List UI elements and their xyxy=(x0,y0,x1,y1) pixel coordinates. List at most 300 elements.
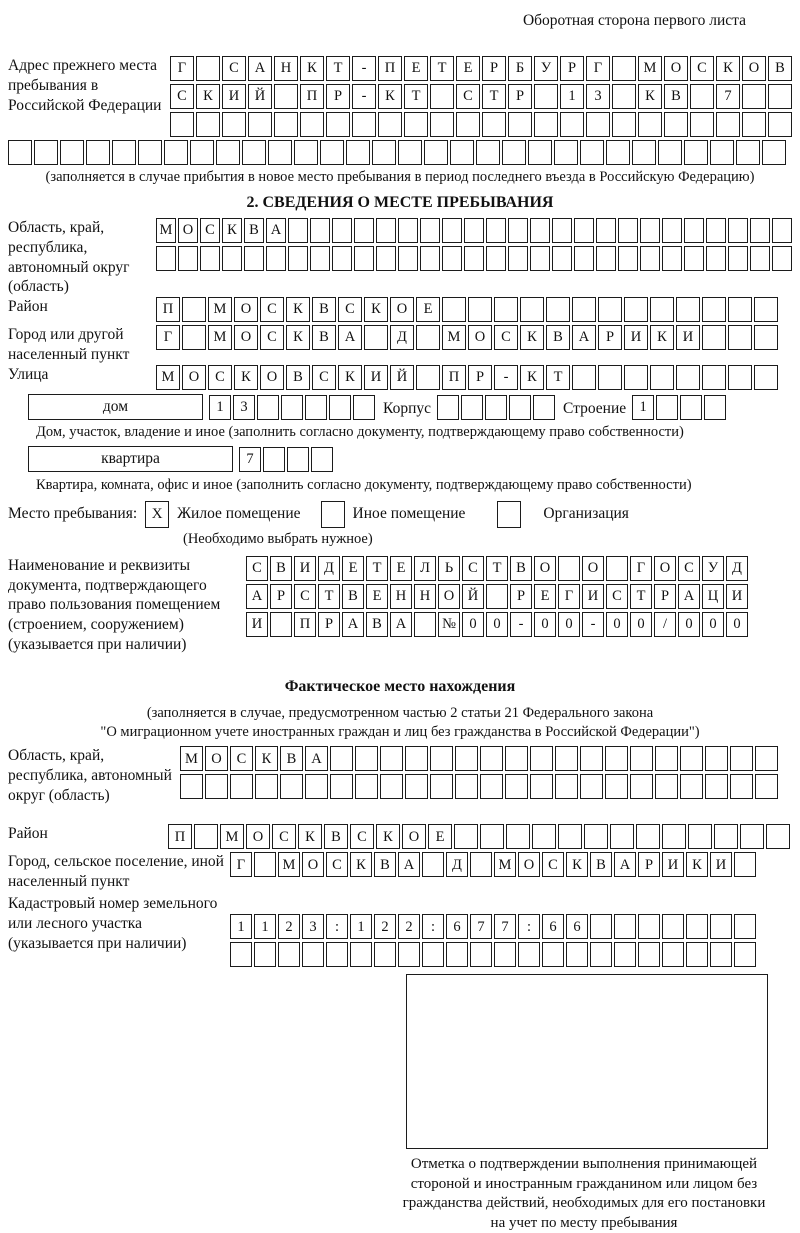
char-cell[interactable]: 1 xyxy=(350,914,372,939)
char-cell[interactable] xyxy=(454,824,478,849)
char-cell[interactable]: В xyxy=(546,325,570,350)
char-cell[interactable]: В xyxy=(312,325,336,350)
char-cell[interactable]: О xyxy=(205,746,228,771)
char-cell[interactable] xyxy=(640,218,660,243)
char-cell[interactable] xyxy=(8,140,32,165)
char-cell[interactable]: В xyxy=(366,612,388,637)
char-cell[interactable] xyxy=(705,746,728,771)
char-cell[interactable] xyxy=(60,140,84,165)
char-cell[interactable] xyxy=(534,112,558,137)
char-cell[interactable] xyxy=(624,297,648,322)
char-cell[interactable]: В xyxy=(312,297,336,322)
char-cell[interactable]: - xyxy=(352,84,376,109)
char-cell[interactable]: 0 xyxy=(726,612,748,637)
char-cell[interactable] xyxy=(558,556,580,581)
char-cell[interactable]: А xyxy=(390,612,412,637)
char-cell[interactable] xyxy=(702,325,726,350)
char-cell[interactable]: А xyxy=(678,584,700,609)
char-cell[interactable]: К xyxy=(566,852,588,877)
char-cell[interactable]: М xyxy=(156,365,180,390)
char-cell[interactable] xyxy=(638,942,660,967)
char-cell[interactable] xyxy=(590,942,612,967)
char-cell[interactable]: Д xyxy=(726,556,748,581)
char-cell[interactable] xyxy=(734,942,756,967)
char-cell[interactable] xyxy=(305,395,327,420)
char-cell[interactable] xyxy=(422,942,444,967)
char-cell[interactable] xyxy=(280,774,303,799)
char-cell[interactable]: Д xyxy=(446,852,468,877)
char-cell[interactable] xyxy=(755,774,778,799)
char-cell[interactable] xyxy=(274,112,298,137)
char-cell[interactable] xyxy=(332,246,352,271)
char-cell[interactable]: - xyxy=(510,612,532,637)
char-cell[interactable]: № xyxy=(438,612,460,637)
char-cell[interactable] xyxy=(710,914,732,939)
char-cell[interactable] xyxy=(274,84,298,109)
char-cell[interactable]: В xyxy=(286,365,310,390)
char-cell[interactable]: С xyxy=(494,325,518,350)
char-cell[interactable] xyxy=(257,395,279,420)
char-cell[interactable] xyxy=(310,246,330,271)
char-cell[interactable]: Т xyxy=(546,365,570,390)
stay-type-checkbox-org[interactable] xyxy=(497,501,521,528)
char-cell[interactable] xyxy=(736,140,760,165)
char-cell[interactable] xyxy=(329,395,351,420)
char-cell[interactable] xyxy=(505,774,528,799)
char-cell[interactable] xyxy=(350,942,372,967)
char-cell[interactable] xyxy=(414,612,436,637)
char-cell[interactable] xyxy=(398,218,418,243)
char-cell[interactable]: М xyxy=(278,852,300,877)
char-cell[interactable]: Е xyxy=(404,56,428,81)
char-cell[interactable] xyxy=(326,112,350,137)
char-cell[interactable]: У xyxy=(534,56,558,81)
char-cell[interactable]: О xyxy=(302,852,324,877)
char-cell[interactable] xyxy=(182,325,206,350)
char-cell[interactable]: И xyxy=(710,852,732,877)
char-cell[interactable]: Г xyxy=(630,556,652,581)
char-cell[interactable]: О xyxy=(260,365,284,390)
char-cell[interactable] xyxy=(300,112,324,137)
char-cell[interactable] xyxy=(614,942,636,967)
char-cell[interactable] xyxy=(728,365,752,390)
char-cell[interactable]: К xyxy=(520,325,544,350)
char-cell[interactable] xyxy=(606,140,630,165)
char-cell[interactable] xyxy=(686,914,708,939)
char-cell[interactable] xyxy=(287,447,309,472)
char-cell[interactable]: 2 xyxy=(374,914,396,939)
char-cell[interactable]: - xyxy=(582,612,604,637)
char-cell[interactable] xyxy=(376,246,396,271)
char-cell[interactable] xyxy=(598,365,622,390)
char-cell[interactable]: М xyxy=(638,56,662,81)
char-cell[interactable]: Р xyxy=(654,584,676,609)
char-cell[interactable]: А xyxy=(305,746,328,771)
char-cell[interactable] xyxy=(398,942,420,967)
char-cell[interactable] xyxy=(442,218,462,243)
char-cell[interactable] xyxy=(596,246,616,271)
char-cell[interactable] xyxy=(706,246,726,271)
char-cell[interactable] xyxy=(624,365,648,390)
char-cell[interactable] xyxy=(714,824,738,849)
char-cell[interactable]: С xyxy=(542,852,564,877)
char-cell[interactable] xyxy=(662,218,682,243)
char-cell[interactable] xyxy=(346,140,370,165)
char-cell[interactable]: С xyxy=(678,556,700,581)
char-cell[interactable]: 1 xyxy=(230,914,252,939)
char-cell[interactable]: М xyxy=(220,824,244,849)
char-cell[interactable] xyxy=(509,395,531,420)
char-cell[interactable] xyxy=(650,297,674,322)
char-cell[interactable] xyxy=(482,112,506,137)
char-cell[interactable]: Н xyxy=(390,584,412,609)
char-cell[interactable] xyxy=(332,218,352,243)
char-cell[interactable] xyxy=(430,84,454,109)
char-cell[interactable] xyxy=(442,246,462,271)
char-cell[interactable]: А xyxy=(338,325,362,350)
char-cell[interactable] xyxy=(480,774,503,799)
char-cell[interactable] xyxy=(230,942,252,967)
char-cell[interactable] xyxy=(200,246,220,271)
char-cell[interactable] xyxy=(520,297,544,322)
char-cell[interactable] xyxy=(437,395,459,420)
char-cell[interactable] xyxy=(180,774,203,799)
char-cell[interactable]: 0 xyxy=(534,612,556,637)
char-cell[interactable] xyxy=(618,246,638,271)
char-cell[interactable]: Р xyxy=(270,584,292,609)
char-cell[interactable]: 1 xyxy=(209,395,231,420)
char-cell[interactable] xyxy=(742,84,766,109)
char-cell[interactable] xyxy=(702,365,726,390)
char-cell[interactable]: 7 xyxy=(716,84,740,109)
char-cell[interactable]: Д xyxy=(390,325,414,350)
char-cell[interactable]: С xyxy=(208,365,232,390)
char-cell[interactable]: О xyxy=(390,297,414,322)
char-cell[interactable]: В xyxy=(768,56,792,81)
char-cell[interactable]: В xyxy=(510,556,532,581)
char-cell[interactable] xyxy=(404,112,428,137)
char-cell[interactable] xyxy=(464,218,484,243)
char-cell[interactable]: В xyxy=(374,852,396,877)
char-cell[interactable] xyxy=(566,942,588,967)
char-cell[interactable] xyxy=(590,914,612,939)
char-cell[interactable] xyxy=(442,297,466,322)
char-cell[interactable] xyxy=(263,447,285,472)
char-cell[interactable]: Г xyxy=(156,325,180,350)
char-cell[interactable]: С xyxy=(606,584,628,609)
char-cell[interactable] xyxy=(486,584,508,609)
char-cell[interactable]: П xyxy=(294,612,316,637)
char-cell[interactable]: В xyxy=(280,746,303,771)
char-cell[interactable]: У xyxy=(702,556,724,581)
char-cell[interactable]: К xyxy=(234,365,258,390)
char-cell[interactable] xyxy=(156,246,176,271)
char-cell[interactable] xyxy=(355,746,378,771)
char-cell[interactable]: П xyxy=(168,824,192,849)
char-cell[interactable] xyxy=(584,824,608,849)
char-cell[interactable]: Р xyxy=(468,365,492,390)
char-cell[interactable] xyxy=(684,218,704,243)
char-cell[interactable]: 6 xyxy=(446,914,468,939)
char-cell[interactable] xyxy=(505,746,528,771)
char-cell[interactable]: Й xyxy=(390,365,414,390)
char-cell[interactable]: Т xyxy=(430,56,454,81)
char-cell[interactable]: В xyxy=(324,824,348,849)
char-cell[interactable]: Ь xyxy=(438,556,460,581)
char-cell[interactable]: И xyxy=(582,584,604,609)
char-cell[interactable] xyxy=(716,112,740,137)
char-cell[interactable] xyxy=(632,140,656,165)
char-cell[interactable]: С xyxy=(170,84,194,109)
char-cell[interactable] xyxy=(676,365,700,390)
char-cell[interactable] xyxy=(196,56,220,81)
char-cell[interactable]: И xyxy=(662,852,684,877)
char-cell[interactable] xyxy=(530,774,553,799)
char-cell[interactable] xyxy=(354,246,374,271)
char-cell[interactable] xyxy=(554,140,578,165)
char-cell[interactable] xyxy=(416,325,440,350)
char-cell[interactable] xyxy=(680,746,703,771)
char-cell[interactable] xyxy=(705,774,728,799)
char-cell[interactable]: Р xyxy=(482,56,506,81)
char-cell[interactable] xyxy=(655,746,678,771)
char-cell[interactable] xyxy=(372,140,396,165)
char-cell[interactable] xyxy=(205,774,228,799)
char-cell[interactable] xyxy=(476,140,500,165)
stay-type-checkbox-zhiloe[interactable]: X xyxy=(145,501,169,528)
char-cell[interactable] xyxy=(216,140,240,165)
char-cell[interactable] xyxy=(728,246,748,271)
char-cell[interactable]: 3 xyxy=(586,84,610,109)
char-cell[interactable] xyxy=(355,774,378,799)
char-cell[interactable] xyxy=(182,297,206,322)
char-cell[interactable] xyxy=(486,218,506,243)
char-cell[interactable] xyxy=(662,942,684,967)
char-cell[interactable]: С xyxy=(260,325,284,350)
char-cell[interactable] xyxy=(772,246,792,271)
char-cell[interactable] xyxy=(354,218,374,243)
char-cell[interactable] xyxy=(398,246,418,271)
char-cell[interactable] xyxy=(534,84,558,109)
char-cell[interactable] xyxy=(502,140,526,165)
char-cell[interactable] xyxy=(655,774,678,799)
char-cell[interactable] xyxy=(580,746,603,771)
char-cell[interactable] xyxy=(320,140,344,165)
char-cell[interactable] xyxy=(754,365,778,390)
char-cell[interactable]: 0 xyxy=(702,612,724,637)
char-cell[interactable]: 0 xyxy=(486,612,508,637)
char-cell[interactable] xyxy=(618,218,638,243)
char-cell[interactable]: Й xyxy=(462,584,484,609)
char-cell[interactable] xyxy=(555,774,578,799)
char-cell[interactable] xyxy=(610,824,634,849)
char-cell[interactable]: 7 xyxy=(494,914,516,939)
char-cell[interactable]: 0 xyxy=(606,612,628,637)
char-cell[interactable]: 2 xyxy=(278,914,300,939)
char-cell[interactable]: 6 xyxy=(542,914,564,939)
char-cell[interactable]: И xyxy=(624,325,648,350)
char-cell[interactable] xyxy=(470,852,492,877)
char-cell[interactable] xyxy=(656,395,678,420)
char-cell[interactable] xyxy=(416,365,440,390)
char-cell[interactable]: К xyxy=(650,325,674,350)
char-cell[interactable]: С xyxy=(200,218,220,243)
char-cell[interactable] xyxy=(461,395,483,420)
char-cell[interactable]: П xyxy=(442,365,466,390)
char-cell[interactable]: 1 xyxy=(560,84,584,109)
char-cell[interactable]: Г xyxy=(586,56,610,81)
char-cell[interactable]: О xyxy=(534,556,556,581)
char-cell[interactable]: Т xyxy=(482,84,506,109)
char-cell[interactable]: Н xyxy=(414,584,436,609)
char-cell[interactable]: В xyxy=(244,218,264,243)
char-cell[interactable]: К xyxy=(686,852,708,877)
char-cell[interactable]: Е xyxy=(390,556,412,581)
char-cell[interactable] xyxy=(580,774,603,799)
char-cell[interactable] xyxy=(684,246,704,271)
char-cell[interactable]: О xyxy=(234,297,258,322)
char-cell[interactable] xyxy=(518,942,540,967)
char-cell[interactable]: О xyxy=(234,325,258,350)
char-cell[interactable] xyxy=(242,140,266,165)
char-cell[interactable] xyxy=(420,218,440,243)
char-cell[interactable] xyxy=(612,56,636,81)
char-cell[interactable] xyxy=(530,246,550,271)
char-cell[interactable] xyxy=(572,297,596,322)
char-cell[interactable]: Р xyxy=(508,84,532,109)
char-cell[interactable] xyxy=(638,112,662,137)
char-cell[interactable]: Р xyxy=(638,852,660,877)
char-cell[interactable] xyxy=(704,395,726,420)
char-cell[interactable]: И xyxy=(246,612,268,637)
char-cell[interactable]: О xyxy=(246,824,270,849)
char-cell[interactable] xyxy=(485,395,507,420)
char-cell[interactable]: М xyxy=(208,325,232,350)
char-cell[interactable]: И xyxy=(364,365,388,390)
char-cell[interactable]: Ц xyxy=(702,584,724,609)
char-cell[interactable] xyxy=(455,774,478,799)
char-cell[interactable] xyxy=(430,112,454,137)
char-cell[interactable]: Т xyxy=(326,56,350,81)
char-cell[interactable] xyxy=(690,112,714,137)
char-cell[interactable] xyxy=(138,140,162,165)
char-cell[interactable]: С xyxy=(230,746,253,771)
char-cell[interactable]: : xyxy=(422,914,444,939)
char-cell[interactable]: О xyxy=(582,556,604,581)
char-cell[interactable] xyxy=(268,140,292,165)
char-cell[interactable] xyxy=(86,140,110,165)
char-cell[interactable] xyxy=(662,914,684,939)
char-cell[interactable] xyxy=(380,746,403,771)
char-cell[interactable]: Т xyxy=(366,556,388,581)
char-cell[interactable]: Т xyxy=(404,84,428,109)
char-cell[interactable]: 7 xyxy=(239,447,261,472)
char-cell[interactable]: Е xyxy=(428,824,452,849)
char-cell[interactable]: Р xyxy=(598,325,622,350)
char-cell[interactable] xyxy=(278,942,300,967)
char-cell[interactable] xyxy=(530,746,553,771)
char-cell[interactable]: 7 xyxy=(470,914,492,939)
char-cell[interactable]: А xyxy=(398,852,420,877)
char-cell[interactable] xyxy=(424,140,448,165)
char-cell[interactable] xyxy=(178,246,198,271)
char-cell[interactable]: Р xyxy=(510,584,532,609)
char-cell[interactable]: Т xyxy=(318,584,340,609)
char-cell[interactable]: К xyxy=(364,297,388,322)
char-cell[interactable] xyxy=(612,112,636,137)
char-cell[interactable] xyxy=(630,774,653,799)
char-cell[interactable]: А xyxy=(342,612,364,637)
char-cell[interactable]: М xyxy=(180,746,203,771)
char-cell[interactable] xyxy=(728,297,752,322)
char-cell[interactable] xyxy=(574,246,594,271)
char-cell[interactable]: Р xyxy=(326,84,350,109)
char-cell[interactable] xyxy=(222,246,242,271)
char-cell[interactable] xyxy=(734,852,756,877)
char-cell[interactable] xyxy=(254,942,276,967)
char-cell[interactable]: С xyxy=(222,56,246,81)
char-cell[interactable] xyxy=(288,218,308,243)
char-cell[interactable]: К xyxy=(255,746,278,771)
char-cell[interactable] xyxy=(754,325,778,350)
char-cell[interactable] xyxy=(662,246,682,271)
char-cell[interactable] xyxy=(164,140,188,165)
char-cell[interactable] xyxy=(530,218,550,243)
char-cell[interactable]: Г xyxy=(558,584,580,609)
char-cell[interactable]: К xyxy=(376,824,400,849)
char-cell[interactable] xyxy=(734,914,756,939)
char-cell[interactable] xyxy=(352,112,376,137)
char-cell[interactable] xyxy=(270,612,292,637)
char-cell[interactable] xyxy=(580,140,604,165)
char-cell[interactable] xyxy=(450,140,474,165)
char-cell[interactable] xyxy=(378,112,402,137)
char-cell[interactable]: К xyxy=(222,218,242,243)
char-cell[interactable] xyxy=(650,365,674,390)
char-cell[interactable]: К xyxy=(300,56,324,81)
char-cell[interactable] xyxy=(686,942,708,967)
char-cell[interactable]: Т xyxy=(486,556,508,581)
char-cell[interactable]: Т xyxy=(630,584,652,609)
char-cell[interactable]: М xyxy=(156,218,176,243)
char-cell[interactable] xyxy=(612,84,636,109)
char-cell[interactable] xyxy=(468,297,492,322)
char-cell[interactable] xyxy=(112,140,136,165)
char-cell[interactable] xyxy=(596,218,616,243)
char-cell[interactable] xyxy=(605,774,628,799)
char-cell[interactable] xyxy=(706,218,726,243)
char-cell[interactable]: А xyxy=(572,325,596,350)
char-cell[interactable] xyxy=(508,246,528,271)
char-cell[interactable] xyxy=(755,746,778,771)
char-cell[interactable] xyxy=(170,112,194,137)
char-cell[interactable]: И xyxy=(726,584,748,609)
char-cell[interactable]: С xyxy=(690,56,714,81)
char-cell[interactable]: В xyxy=(270,556,292,581)
char-cell[interactable] xyxy=(405,746,428,771)
char-cell[interactable]: М xyxy=(442,325,466,350)
char-cell[interactable]: К xyxy=(298,824,322,849)
char-cell[interactable]: О xyxy=(178,218,198,243)
char-cell[interactable] xyxy=(34,140,58,165)
char-cell[interactable] xyxy=(305,774,328,799)
char-cell[interactable] xyxy=(688,824,712,849)
char-cell[interactable] xyxy=(446,942,468,967)
char-cell[interactable]: М xyxy=(208,297,232,322)
char-cell[interactable]: К xyxy=(716,56,740,81)
char-cell[interactable]: Р xyxy=(560,56,584,81)
char-cell[interactable]: 0 xyxy=(462,612,484,637)
